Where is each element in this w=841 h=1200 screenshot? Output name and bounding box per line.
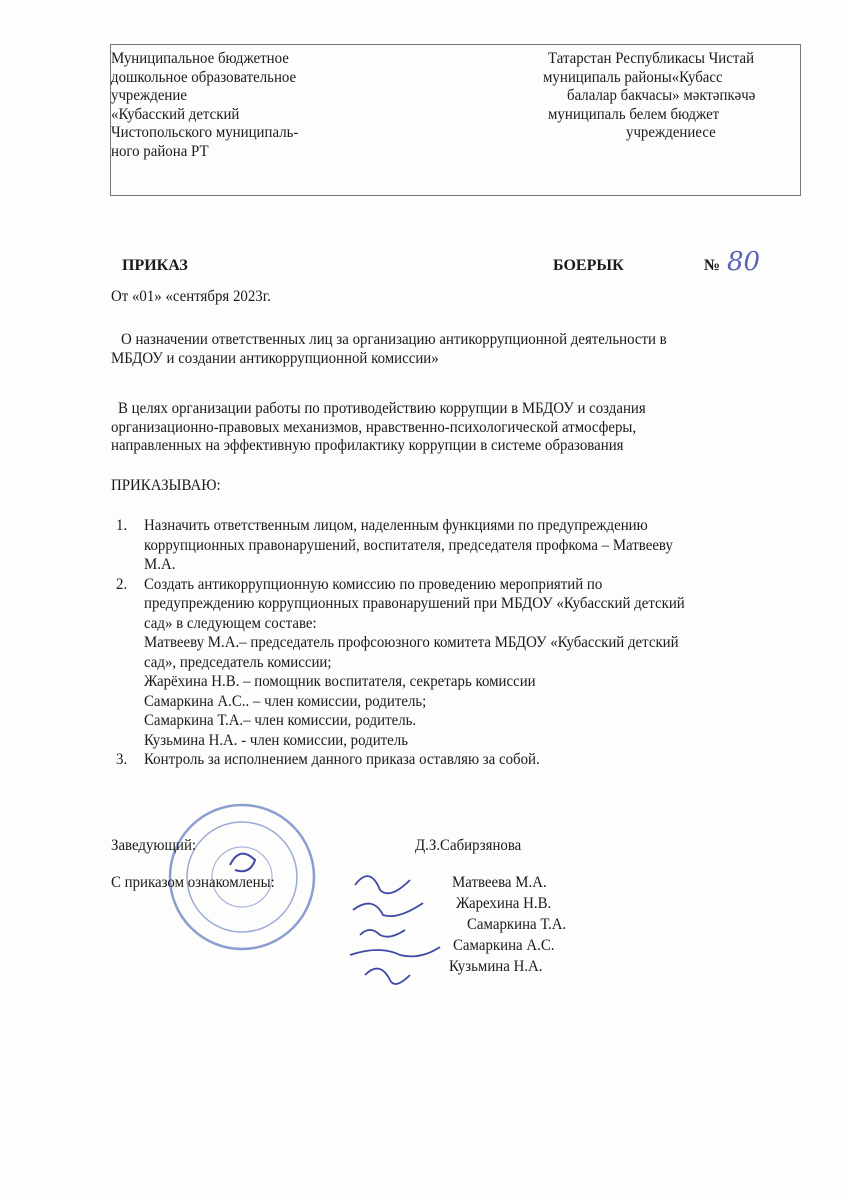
acknowledged-name: Самаркина А.С. [453, 937, 555, 954]
preamble-line: организационно-правовых механизмов, нравственно-психологической атмосферы, [111, 418, 637, 436]
acknowledged-name: Жарехина Н.В. [456, 895, 552, 912]
list-item-line: М.А. [144, 556, 176, 573]
header-left-line: ного района РТ [111, 142, 209, 160]
preamble-line: В целях организации работы по противодействию коррупции в МБДОУ и создания [118, 400, 646, 417]
handwritten-signatures [345, 865, 455, 995]
list-item-line: Матвееву М.А.– председатель профсоюзного комитета МБДОУ «Кубасский детский [144, 634, 679, 651]
header-left-line: дошкольное образовательное [111, 68, 297, 86]
subject-line: О назначении ответственных лиц за организацию антикоррупционной деятельности в [121, 331, 667, 348]
list-item-line: Самаркина А.С.. – член комиссии, родитель; [144, 692, 427, 710]
list-item-line: Контроль за исполнением данного приказа оставляю за собой. [144, 751, 540, 768]
acknowledged-label: С приказом ознакомлены: [111, 874, 275, 891]
order-title-tt: БОЕРЫК [553, 257, 624, 274]
list-item-line: коррупционных правонарушений, воспитателя, председателя профкома – Матвееву [144, 536, 673, 554]
acknowledged-name: Кузьмина Н.А. [449, 958, 543, 975]
list-item-line: Жарёхина Н.В. – помощник воспитателя, секретарь комиссии [144, 673, 536, 690]
list-item-line: Создать антикоррупционную комиссию по проведению мероприятий по [144, 575, 603, 593]
header-left-line: «Кубасский детский [111, 105, 240, 123]
header-right-line: муниципаль белем бюджет [548, 105, 720, 123]
header-right-line: муниципаль районы«Кубасс [543, 68, 723, 86]
order-word: ПРИКАЗЫВАЮ: [111, 477, 221, 494]
list-item-line: Кузьмина Н.А. - член комиссии, родитель [144, 731, 408, 749]
acknowledged-name: Самаркина Т.А. [467, 916, 567, 933]
header-right-line: учреждениесе [626, 124, 716, 141]
list-item-line: Самаркина Т.А.– член комиссии, родитель. [144, 712, 417, 729]
preamble-line: направленных на эффективную профилактику коррупции в системе образования [111, 437, 624, 454]
list-item-line: Назначить ответственным лицом, наделенным функциями по предупреждению [144, 517, 648, 534]
subject-line: МБДОУ и создании антикоррупционной комиссии» [111, 349, 439, 367]
header-left-line: Чистопольского муниципаль- [111, 124, 299, 141]
signature-role: Заведующий: [111, 837, 197, 854]
list-item-number: 2. [116, 575, 128, 593]
header-left-line: Муниципальное бюджетное [111, 50, 289, 67]
header-right-line: Татарстан Республикасы Чистай [548, 50, 755, 67]
order-number-sign: № [704, 257, 721, 274]
list-item-number: 1. [116, 517, 128, 534]
header-right-line: балалар бакчасы» мәктәпкәчә [567, 87, 756, 104]
order-title-ru: ПРИКАЗ [122, 257, 188, 274]
header-left-line: учреждение [111, 87, 187, 104]
acknowledged-name: Матвеева М.А. [452, 874, 547, 891]
list-item-number: 3. [116, 751, 128, 768]
list-item-line: сад», председатель комиссии; [144, 653, 332, 671]
signature-name: Д.З.Сабирзянова [415, 837, 522, 854]
order-date: От «01» «сентября 2023г. [111, 288, 271, 305]
order-number-handwritten: 80 [727, 247, 761, 277]
list-item-line: предупреждению коррупционных правонарушений при МБДОУ «Кубасский детский [144, 595, 685, 612]
list-item-line: сад» в следующем составе: [144, 614, 317, 632]
